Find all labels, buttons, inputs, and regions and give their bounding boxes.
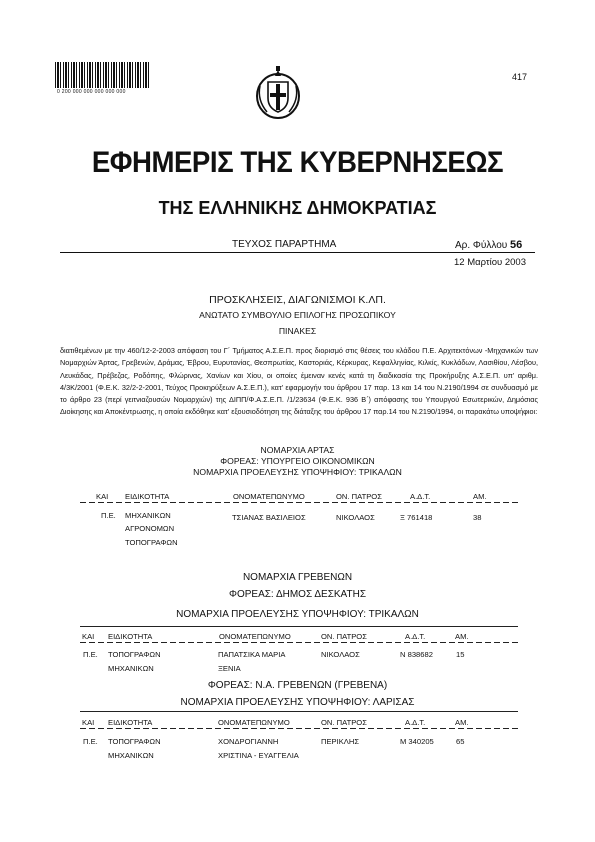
col-specialty: ΕΙΔΙΚΟΤΗΤΑ [108, 718, 153, 727]
origin-heading: ΝΟΜΑΡΧΙΑ ΠΡΟΕΛΕΥΣΗΣ ΥΠΟΨΗΦΙΟΥ: ΤΡΙΚΑΛΩΝ [193, 467, 402, 477]
cell-am: 65 [456, 737, 465, 746]
cell-name: ΧΡΙΣΤΙΝΑ - ΕΥΑΓΓΕΛΙΑ [218, 751, 299, 760]
agency-heading: ΦΟΡΕΑΣ: ΥΠΟΥΡΓΕΙΟ ΟΙΚΟΝΟΜΙΚΩΝ [220, 456, 375, 466]
cell-specialty: ΤΟΠΟΓΡΑΦΩΝ [108, 650, 161, 659]
col-name: ΟΝΟΜΑΤΕΠΩΝΥΜΟ [219, 632, 291, 641]
table-header-rule [80, 642, 518, 643]
section-title: ΠΡΟΣΚΛΗΣΕΙΣ, ΔΙΑΓΩΝΙΣΜΟΙ Κ.ΛΠ. [209, 294, 386, 306]
col-adt: Α.Δ.Τ. [405, 718, 426, 727]
cell-name: ΤΣΙΑΝΑΣ ΒΑΣΙΛΕΙΟΣ [232, 513, 306, 522]
greek-coat-of-arms-icon [255, 66, 301, 120]
cell-specialty: ΜΗΧΑΝΙΚΩΝ [108, 751, 154, 760]
cell-father: ΠΕΡΙΚΛΗΣ [321, 737, 360, 746]
agency-heading: ΦΟΡΕΑΣ: ΔΗΜΟΣ ΔΕΣΚΑΤΗΣ [228, 589, 366, 600]
cell-kai: Π.Ε. [83, 650, 98, 659]
gazette-title: ΕΦΗΜΕΡΙΣ ΤΗΣ ΚΥΒΕΡΝΗΣΕΩΣ [91, 146, 504, 179]
issue-label: ΤΕΥΧΟΣ ΠΑΡΑΡΤΗΜΑ [232, 239, 337, 250]
issue-date: 12 Μαρτίου 2003 [454, 257, 526, 268]
cell-adt: Μ 340205 [400, 737, 434, 746]
col-am: ΑΜ. [455, 632, 469, 641]
cell-kai: Π.Ε. [101, 511, 116, 520]
cell-specialty: ΑΓΡΟΝΟΜΩΝ [125, 524, 175, 533]
page-number: 417 [512, 72, 528, 82]
sheet-value: 56 [510, 239, 523, 251]
cell-name: ΠΑΠΑΤΣΙΚΑ ΜΑΡΙΑ [218, 650, 286, 659]
col-specialty: ΕΙΔΙΚΟΤΗΤΑ [125, 492, 170, 501]
section-heading: ΠΙΝΑΚΕΣ [278, 326, 317, 336]
col-kai: ΚΑΙ [82, 718, 95, 727]
barcode-number: 0 200 000 000 000 000 000 [57, 89, 126, 95]
barcode [55, 62, 150, 88]
body-paragraph: διατιθεμένων με την 460/12-2-2003 απόφαση του Γ΄ Τμήματος Α.Σ.Ε.Π. προς διορισμό στις θέσεις του κλάδου Π.Ε. Αρχιτεκτόνων -Μηχανικών των Νομαρχιών Άρτας, Γρεβενών, Δράμας, Έβρου, Ευρυτανίας, Θεσπρωτίας, Καστοριάς, Κέρκυρας, Κεφαλληνίας, Κιλκίς, Κυκλάδων, Λασιθίου, Λέσβου, Λευκάδας, Πρέβεζας, Ροδόπης, Φλώρινας, Χανίων και Χίου, οι οποίες έμειναν κενές κατά τη διαδικασία της Προκήρυξης Α.Σ.Ε.Π. υπ' αριθμ. 4/3Κ/2001 (Φ.Ε.Κ. 32/2-2-2001, Τεύχος Προκηρύξεων Α.Σ.Ε.Π.), κατ' εφαρμογήν του άρθρου 17 παρ. 13 και 14 του Ν.2190/1994 σε συνδυασμό με το άρθρο 23 (περί γειτνιαζουσών Νομαρχιών) της ΔΙΠΠ/Φ.Α.Σ.Ε.Π. /1/23634 (Φ.Ε.Κ. 936 Β΄) απόφασης του Υπουργού Εσωτερικών, Δημόσιας Διοίκησης και Αποκέντρωσης, η οποία εκδόθηκε κατ' εξουσιοδότηση της διάταξης του άρθρου 17 παρ.14 του Ν.2190/1994, οι παρακάτω υποψήφιοι: [60, 346, 538, 417]
authority: ΑΝΩΤΑΤΟ ΣΥΜΒΟΥΛΙΟ ΕΠΙΛΟΓΗΣ ΠΡΟΣΩΠΙΚΟΥ [199, 310, 396, 320]
agency-heading: ΦΟΡΕΑΣ: Ν.Α. ΓΡΕΒΕΝΩΝ (ΓΡΕΒΕΝΑ) [207, 680, 388, 691]
cell-specialty: ΤΟΠΟΓΡΑΦΩΝ [125, 538, 178, 547]
col-kai: ΚΑΙ [96, 492, 109, 501]
col-father: ΟΝ. ΠΑΤΡΟΣ [336, 492, 382, 501]
cell-specialty: ΜΗΧΑΝΙΚΩΝ [125, 511, 171, 520]
table-top-rule [80, 626, 518, 627]
cell-father: ΝΙΚΟΛΑΟΣ [336, 513, 375, 522]
cell-am: 15 [456, 650, 465, 659]
cell-kai: Π.Ε. [83, 737, 98, 746]
col-am: ΑΜ. [455, 718, 469, 727]
cell-name: ΧΟΝΔΡΟΓΙΑΝΝΗ [218, 737, 279, 746]
col-name: ΟΝΟΜΑΤΕΠΩΝΥΜΟ [218, 718, 290, 727]
prefecture-heading: ΝΟΜΑΡΧΙΑ ΓΡΕΒΕΝΩΝ [242, 572, 353, 583]
origin-heading: ΝΟΜΑΡΧΙΑ ΠΡΟΕΛΕΥΣΗΣ ΥΠΟΨΗΦΙΟΥ: ΤΡΙΚΑΛΩΝ [176, 609, 419, 620]
col-am: ΑΜ. [473, 492, 487, 501]
cell-adt: Ξ 761418 [400, 513, 433, 522]
sheet-label: Αρ. Φύλλου [455, 240, 508, 251]
sheet-number [455, 239, 522, 251]
gazette-subtitle: ΤΗΣ ΕΛΛΗΝΙΚΗΣ ΔΗΜΟΚΡΑΤΙΑΣ [158, 198, 437, 218]
col-name: ΟΝΟΜΑΤΕΠΩΝΥΜΟ [233, 492, 305, 501]
col-specialty: ΕΙΔΙΚΟΤΗΤΑ [108, 632, 153, 641]
table-top-rule [80, 711, 518, 712]
prefecture-heading: ΝΟΜΑΡΧΙΑ ΑΡΤΑΣ [260, 445, 335, 455]
col-father: ΟΝ. ΠΑΤΡΟΣ [321, 718, 367, 727]
cell-specialty: ΜΗΧΑΝΙΚΩΝ [108, 664, 154, 673]
col-adt: Α.Δ.Τ. [405, 632, 426, 641]
cell-name: ΞΕΝΙΑ [218, 664, 241, 673]
col-adt: Α.Δ.Τ. [410, 492, 431, 501]
cell-specialty: ΤΟΠΟΓΡΑΦΩΝ [108, 737, 161, 746]
table-header-rule [80, 502, 518, 503]
cell-am: 38 [473, 513, 482, 522]
cell-adt: Ν 838682 [400, 650, 433, 659]
table-header-rule [80, 728, 518, 729]
col-father: ΟΝ. ΠΑΤΡΟΣ [321, 632, 367, 641]
cell-father: ΝΙΚΟΛΑΟΣ [321, 650, 360, 659]
header-divider [60, 252, 535, 253]
col-kai: ΚΑΙ [82, 632, 95, 641]
origin-heading: ΝΟΜΑΡΧΙΑ ΠΡΟΕΛΕΥΣΗΣ ΥΠΟΨΗΦΙΟΥ: ΛΑΡΙΣΑΣ [180, 697, 415, 708]
